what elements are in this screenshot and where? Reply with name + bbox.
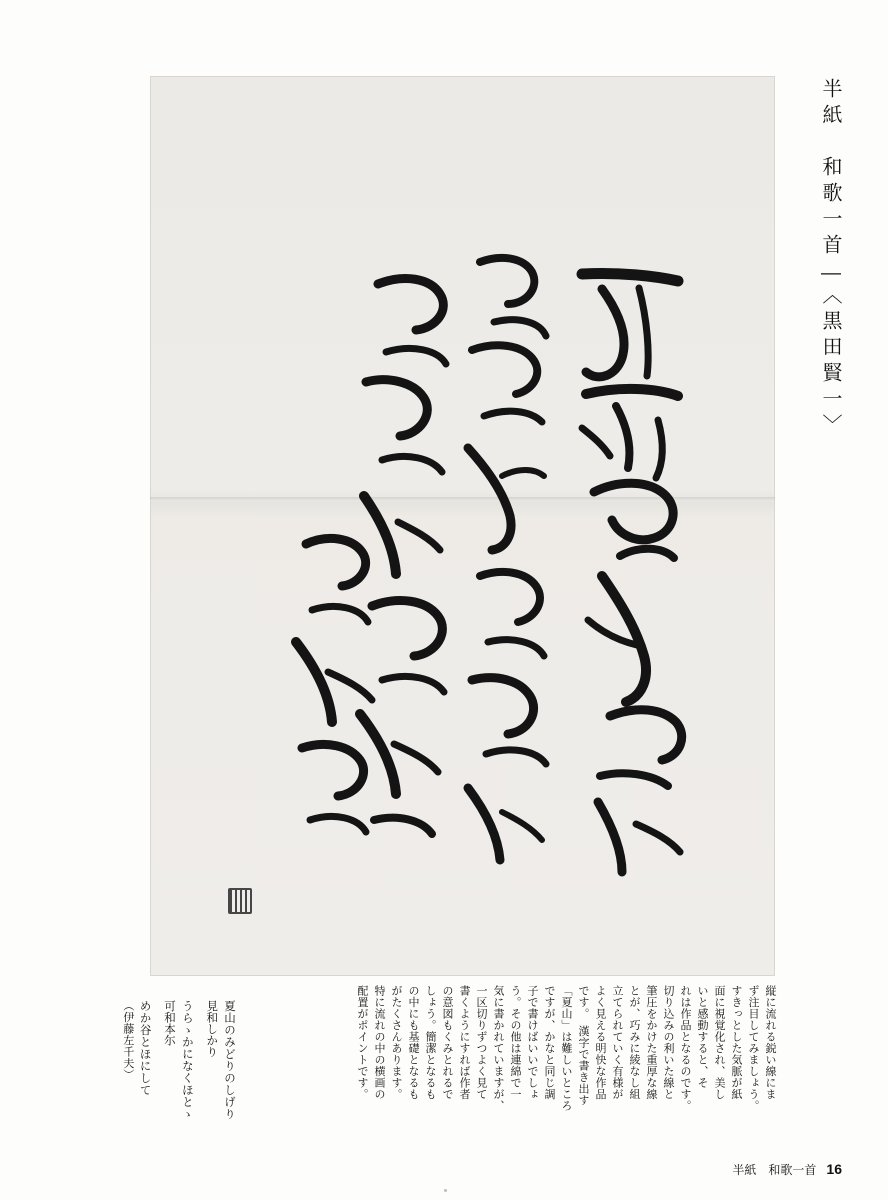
- page-heading: [778, 78, 843, 440]
- poem-attribution: （伊藤左千夫）: [121, 1000, 135, 1081]
- commentary-column: れは作品となるのです。: [679, 985, 692, 1112]
- poem-transcription: [118, 1000, 238, 1150]
- commentary-column: 立てられていく有様が: [611, 985, 624, 1100]
- heading-dash: ―: [819, 260, 843, 284]
- commentary-column: 一区切りずつよく見て: [475, 985, 488, 1100]
- commentary-column: いと感動すると、そ: [696, 985, 709, 1089]
- poem-ruby: 見和しかり: [205, 1000, 220, 1058]
- commentary-column: 配置がポイントです。: [356, 985, 369, 1100]
- poem-line: 夏山のみどりのしげり: [223, 1000, 237, 1120]
- calligraphy-plate: [150, 76, 775, 976]
- commentary-column: がたくさんあります。: [390, 985, 403, 1100]
- registration-dot: [444, 1189, 447, 1192]
- commentary-column: 「夏山」は難しいところ: [560, 985, 573, 1112]
- commentary-column: ず注目してみましょう。: [747, 985, 760, 1112]
- commentary-column: 縦に流れる鋭い線にま: [764, 985, 777, 1100]
- commentary-column: 特に流れの中の横画の: [373, 985, 386, 1100]
- poem-line: うらゝかになくほとゝ: [180, 1000, 195, 1120]
- commentary-column: とが、巧みに綾なし組: [628, 985, 641, 1100]
- footer-title: 半紙 和歌一首: [732, 1163, 817, 1177]
- poem-line: めか谷とほにして: [138, 1000, 153, 1096]
- commentary-column: 気に書かれていますが、: [492, 985, 505, 1112]
- poem-ruby: 可和本尓: [163, 1000, 177, 1046]
- page-footer: [732, 1161, 842, 1178]
- commentary-column: 書くようにすれば作者: [458, 985, 471, 1100]
- commentary-column: 面に視覚化され、美し: [713, 985, 726, 1100]
- calligraphy-artwork: [150, 76, 775, 976]
- heading-title: 半紙 和歌一首: [819, 78, 843, 260]
- commentary-column: 切り込みの利いた線と: [662, 985, 675, 1100]
- commentary-column: の中にも基礎となるも: [407, 985, 420, 1100]
- seal-stamp: [228, 888, 252, 914]
- commentary-column: ですが、かなと同じ調: [543, 985, 556, 1100]
- commentary-column: です。 漢字で書き出す: [577, 985, 590, 1106]
- commentary-column: の意図もくみとれるで: [441, 985, 454, 1100]
- commentary-column: 子で書けばいいでしょ: [526, 985, 539, 1100]
- heading-author: 〈黒田賢一〉: [819, 284, 843, 440]
- commentary-column: すきっとした気脈が紙: [730, 985, 743, 1100]
- commentary-column: よく見える明快な作品: [594, 985, 607, 1100]
- commentary-column: 筆圧をかけた重厚な線: [645, 985, 658, 1100]
- commentary-column: う。その他は連綿で一: [509, 985, 522, 1100]
- commentary-column: しょう。簡潔となるも: [424, 985, 437, 1100]
- page-number: 16: [826, 1161, 842, 1177]
